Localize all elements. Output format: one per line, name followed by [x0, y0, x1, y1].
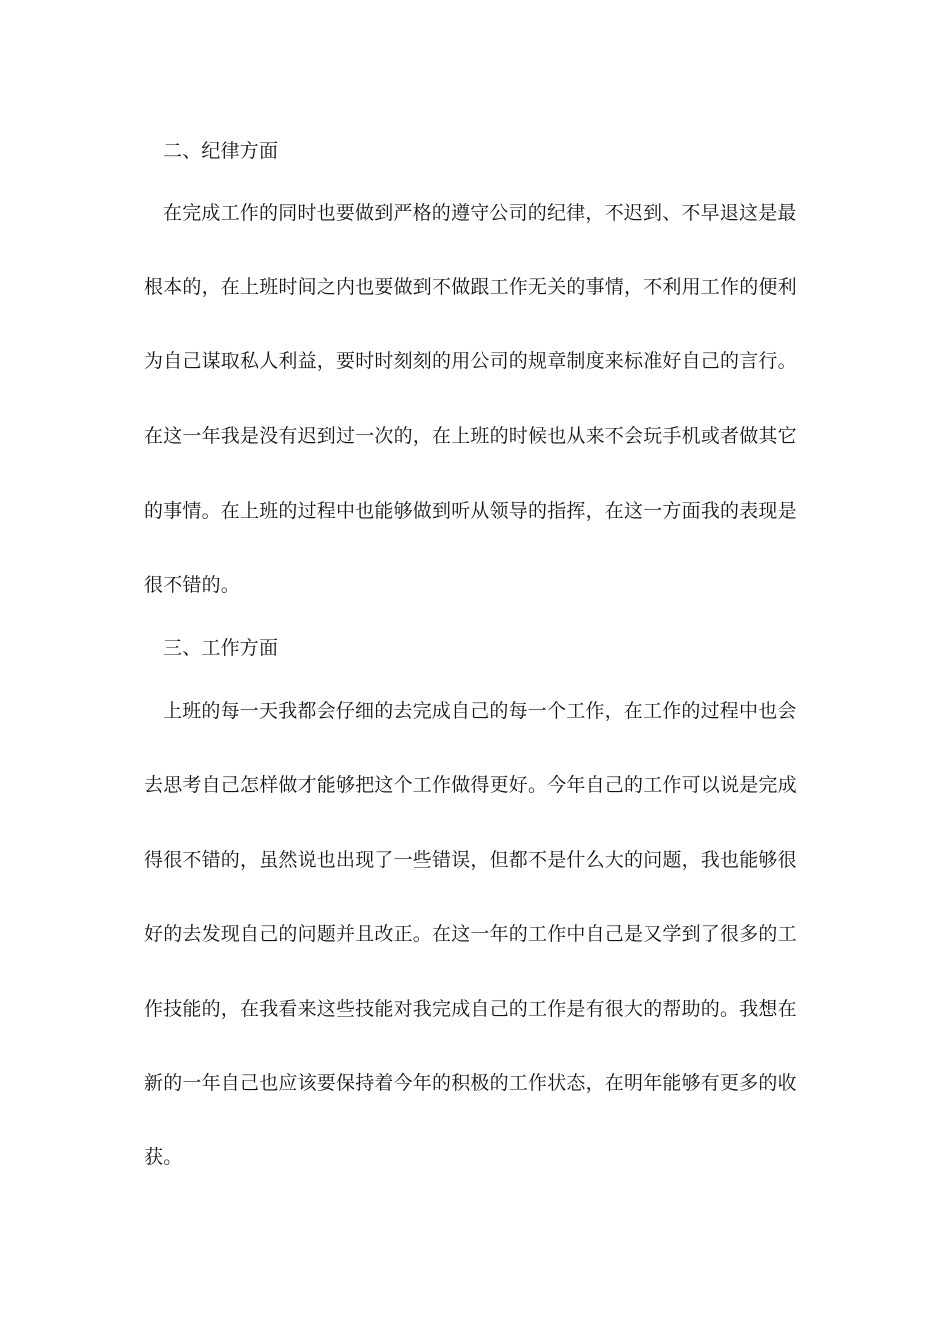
section-heading-work: 三、工作方面	[163, 637, 279, 659]
paragraph-line: 新的一年自己也应该要保持着今年的积极的工作状态，在明年能够有更多的收	[144, 1072, 797, 1094]
paragraph-line: 根本的，在上班时间之内也要做到不做跟工作无关的事情，不利用工作的便利	[144, 276, 797, 298]
paragraph-line: 为自己谋取私人利益，要时时刻刻的用公司的规章制度来标准好自己的言行。	[144, 350, 797, 372]
paragraph-line: 作技能的，在我看来这些技能对我完成自己的工作是有很大的帮助的。我想在	[144, 998, 797, 1020]
paragraph-line: 在完成工作的同时也要做到严格的遵守公司的纪律，不迟到、不早退这是最	[163, 202, 797, 224]
paragraph-line: 获。	[144, 1146, 183, 1168]
paragraph-line: 在这一年我是没有迟到过一次的，在上班的时候也从来不会玩手机或者做其它	[144, 425, 797, 447]
section-heading-discipline: 二、纪律方面	[163, 140, 279, 162]
paragraph-line: 很不错的。	[144, 574, 241, 596]
paragraph-line: 得很不错的，虽然说也出现了一些错误，但都不是什么大的问题，我也能够很	[144, 849, 797, 871]
paragraph-line: 好的去发现自己的问题并且改正。在这一年的工作中自己是又学到了很多的工	[144, 923, 797, 945]
paragraph-line: 上班的每一天我都会仔细的去完成自己的每一个工作，在工作的过程中也会	[163, 700, 797, 722]
paragraph-line: 的事情。在上班的过程中也能够做到听从领导的指挥，在这一方面我的表现是	[144, 500, 797, 522]
paragraph-line: 去思考自己怎样做才能够把这个工作做得更好。今年自己的工作可以说是完成	[144, 774, 797, 796]
